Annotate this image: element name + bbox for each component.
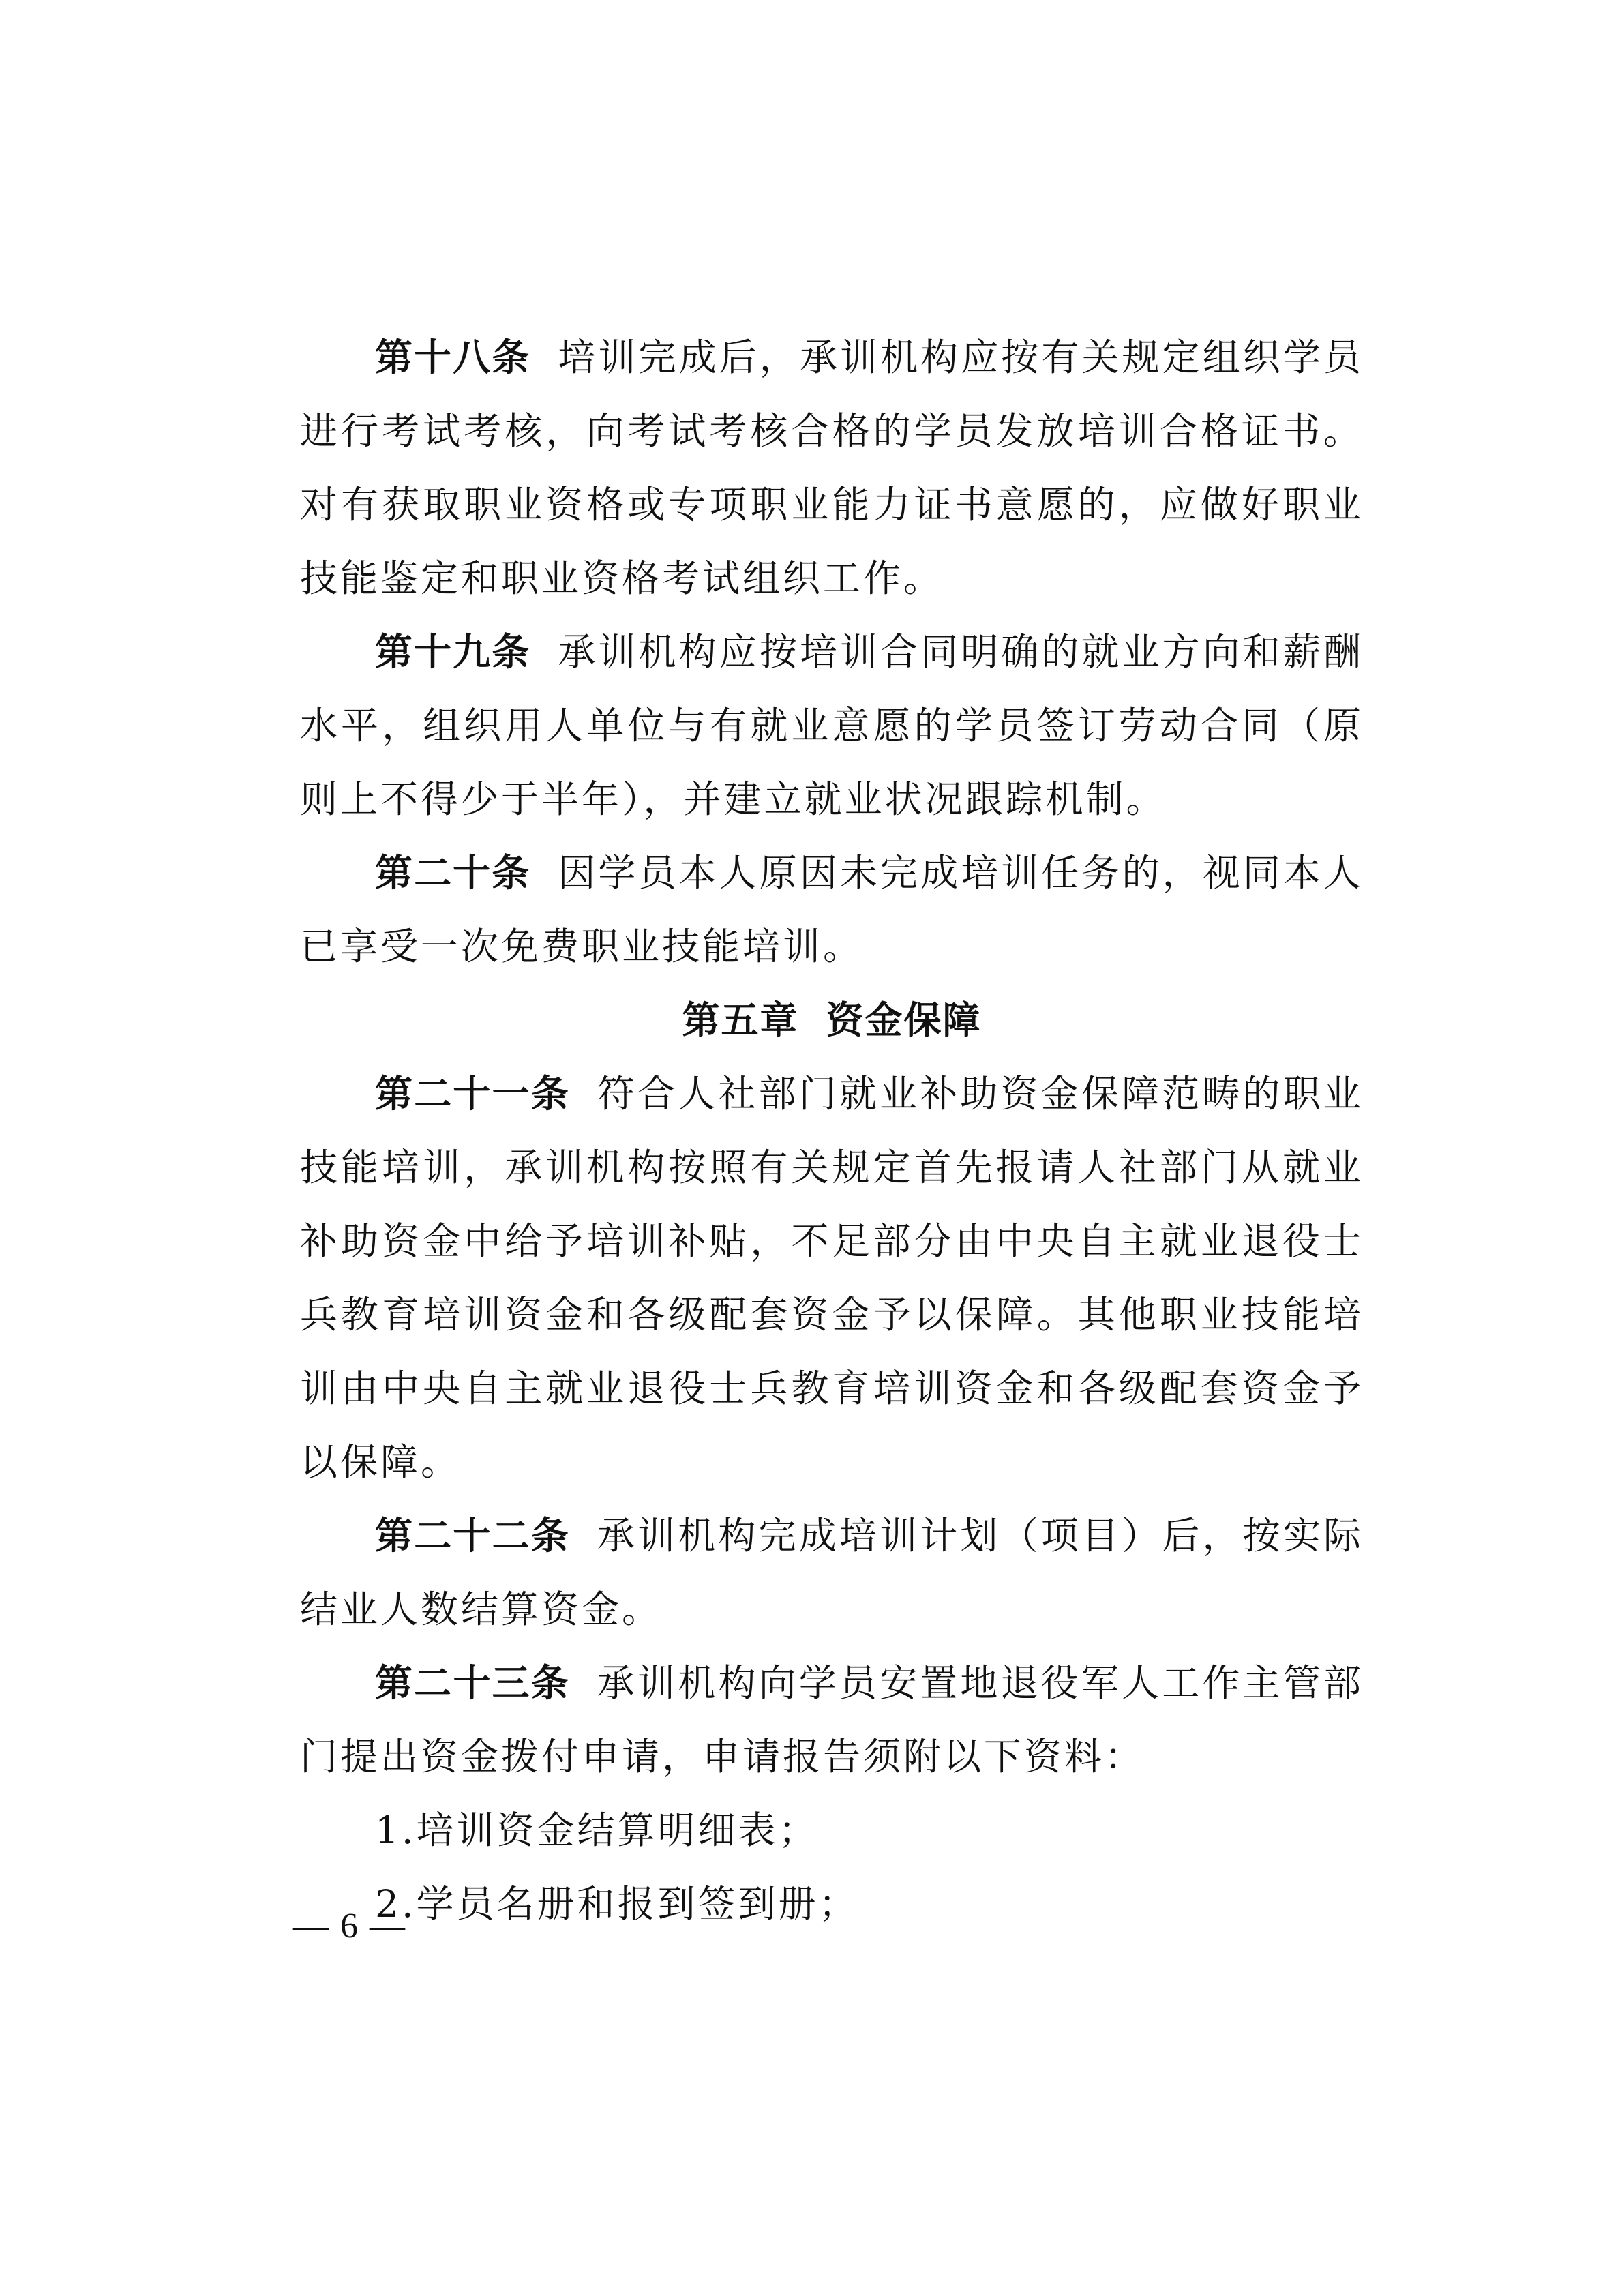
article-18 — [300, 320, 1364, 615]
page-number: — 6 — — [293, 1907, 406, 1945]
article-text: 培训完成后，承训机构应按有关规定组织学员进行考试考核，向考试考核合格的学员发放培训合格证书。对有获取职业资格或专项职业能力证书意愿的，应做好职业技能鉴定和职业资格考试组织工作。 — [300, 336, 1364, 600]
article-text: 承训机构应按培训合同明确的就业方向和薪酬水平，组织用人单位与有就业意愿的学员签订劳动合同（原则上不得少于半年），并建立就业状况跟踪机制。 — [300, 630, 1364, 821]
article-23 — [300, 1646, 1364, 1793]
article-number: 第十九条 — [375, 630, 531, 674]
article-number: 第二十二条 — [375, 1514, 570, 1557]
article-number: 第二十一条 — [375, 1072, 570, 1116]
article-text: 承训机构完成培训计划（项目）后，按实际结业人数结算资金。 — [300, 1514, 1364, 1631]
chapter-heading — [300, 983, 1364, 1057]
article-19 — [300, 615, 1364, 836]
article-20 — [300, 836, 1364, 983]
article-number: 第二十条 — [375, 851, 531, 895]
list-item: 2.学员名册和报到签到册； — [375, 1882, 859, 1926]
article-text: 因学员本人原因未完成培训任务的，视同本人已享受一次免费职业技能培训。 — [300, 851, 1364, 968]
article-22 — [300, 1499, 1364, 1646]
article-number: 第十八条 — [375, 336, 531, 379]
article-number: 第二十三条 — [375, 1661, 570, 1705]
chapter-number: 第五章 — [682, 998, 799, 1042]
article-text: 承训机构向学员安置地退役军人工作主管部门提出资金拨付申请，申请报告须附以下资料： — [300, 1661, 1364, 1778]
page-content — [300, 320, 1364, 1941]
article-21 — [300, 1057, 1364, 1499]
list-item: 1.培训资金结算明细表； — [375, 1808, 819, 1852]
article-text: 符合人社部门就业补助资金保障范畴的职业技能培训，承训机构按照有关规定首先报请人社部门从就业补助资金中给予培训补贴，不足部分由中央自主就业退役士兵教育培训资金和各级配套资金予以保障。其他职业技能培训由中央自主就业退役士兵教育培训资金和各级配套资金予以保障。 — [300, 1072, 1364, 1484]
chapter-title: 资金保障 — [826, 998, 982, 1042]
